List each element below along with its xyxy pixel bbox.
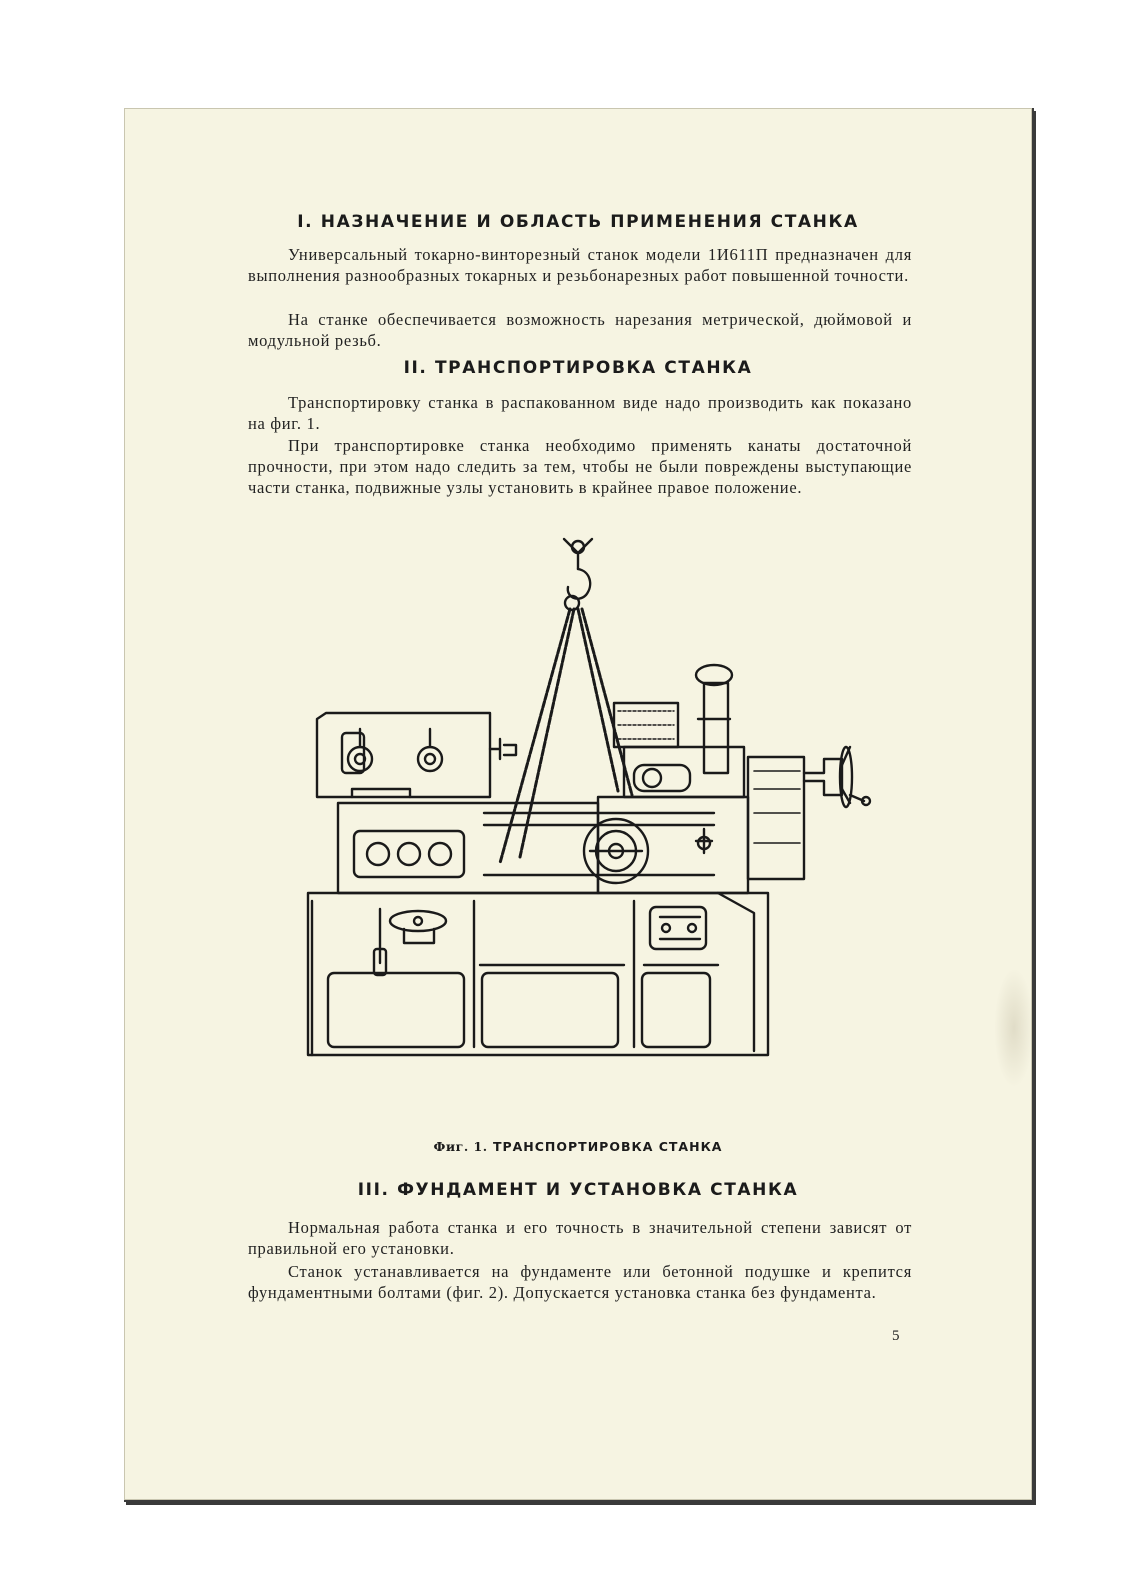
- lathe-transport-illustration: [294, 533, 874, 1133]
- section-3-paragraph-2: Станок устанавливается на фундаменте или бетонной подушке и крепится фундаментными болтами (фиг. 2). Допускается установка станка без фундамента.: [248, 1262, 912, 1302]
- document-page: [124, 108, 1034, 1502]
- section-3-paragraph-1: Нормальная работа станка и его точность в значительной степени зависят от правильной его установки.: [248, 1218, 912, 1258]
- figure-caption: [124, 1139, 1032, 1154]
- paper-stain: [994, 968, 1034, 1088]
- section-1-paragraph-1: Универсальный токарно-винторезный станок модели 1И611П предназначен для выполнения разнообразных токарных и резьбонарезных работ повышенной точности.: [248, 245, 912, 285]
- figure-title: ТРАНСПОРТИРОВКА СТАНКА: [492, 1139, 723, 1154]
- page-number: 5: [892, 1328, 900, 1344]
- section-1-heading: I. НАЗНАЧЕНИЕ И ОБЛАСТЬ ПРИМЕНЕНИЯ СТАНКА: [297, 212, 859, 232]
- section-2-paragraph-2: При транспортировке станка необходимо применять канаты достаточной прочности, при этом надо следить за тем, чтобы не были повреждены выступающие части станка, подвижные узлы установить в крайнее правое положение.: [248, 436, 912, 497]
- section-2-paragraph-1: Транспортировку станка в распакованном виде надо производить как показано на фиг. 1.: [248, 393, 912, 433]
- figure-label: Фиг. 1.: [433, 1139, 488, 1154]
- section-3-heading: III. ФУНДАМЕНТ И УСТАНОВКА СТАНКА: [357, 1180, 799, 1200]
- crane-hook: [564, 539, 592, 610]
- section-2-heading: II. ТРАНСПОРТИРОВКА СТАНКА: [403, 358, 753, 378]
- lathe-machine: [308, 665, 870, 1055]
- section-1-paragraph-2: На станке обеспечивается возможность нарезания метрической, дюймовой и модульной резьб.: [248, 310, 912, 350]
